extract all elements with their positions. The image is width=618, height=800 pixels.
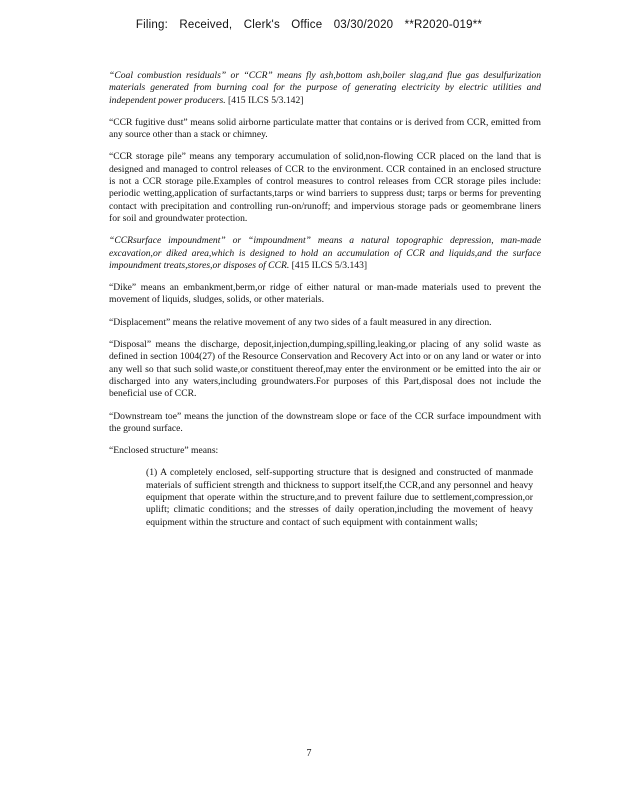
- filing-header: Filing: Received, Clerk's Office 03/30/2020 **R2020-019**: [135, 19, 483, 31]
- definition-ccr: [109, 70, 541, 107]
- definition-ccr-fugitive-dust: “CCR fugitive dust” means solid airborne particulate matter that contains or is derived from CCR, emitted from any source other than a stack or chimney.: [109, 116, 541, 141]
- enclosed-structure-item-1: (1) A completely enclosed, self-supporting structure that is designed and constructed of manmade materials of sufficient strength and thickness to support itself,the CCR,and any personnel and heavy equipment that operate within the structure,and to prevent failure due to settlement,compression,or uplift; climatic conditions; and the stresses of daily operation,including the movement of heavy equipment within the structure and contact of such equipment with containment walls;: [146, 467, 533, 528]
- definition-downstream-toe: “Downstream toe” means the junction of the downstream slope or face of the CCR surface impoundment with the ground surface.: [109, 410, 541, 434]
- page-number: 7: [306, 748, 312, 759]
- statutory-citation: [415 ILCS 5/3.143]: [289, 259, 368, 271]
- statutory-citation: [415 ILCS 5/3.142]: [225, 94, 304, 106]
- definition-dike: “Dike” means an embankment,berm,or ridge of either natural or man-made materials used to prevent the movement of liquids, sludges, solids, or other materials.: [109, 282, 541, 306]
- definition-ccr-surface-impoundment: [109, 235, 541, 272]
- definition-text: “CCRsurface impoundment” or “impoundment” means a natural topographic depression, man-made excavation,or diked area,which is designed to hold an accumulation of CCR and liquids,and the surface impoundment treats,stores,or disposes of CCR.: [109, 235, 541, 271]
- definition-disposal: “Disposal” means the discharge, deposit,injection,dumping,spilling,leaking,or placing of any solid waste as defined in section 1004(27) of the Resource Conservation and Recovery Act into or on any land or water or into any well so that such solid waste,or constituent thereof,may enter the environment or be emitted into the air or discharged into any waters,including groundwaters.For purposes of this Part,disposal does not include the beneficial use of CCR.: [109, 339, 541, 400]
- definition-ccr-storage-pile: “CCR storage pile” means any temporary accumulation of solid,non-flowing CCR placed on the land that is designed and managed to control releases of CCR to the environment. CCR contained in an enclosed structure is not a CCR storage pile.Examples of control measures to control releases from CCR storage piles include: periodic wetting,application of surfactants,tarps or wind barriers to suppress dust; tarps or berms for preventing contact with precipitation and controlling run-on/runoff; and impervious storage pads or geomembrane liners for soil and groundwater protection.: [109, 151, 541, 224]
- definition-enclosed-structure: “Enclosed structure” means:: [109, 445, 219, 457]
- definition-displacement: “Displacement” means the relative movement of any two sides of a fault measured in any direction.: [109, 316, 492, 328]
- definition-text: “Coal combustion residuals” or “CCR” means fly ash,bottom ash,boiler slag,and flue gas desulfurization materials generated from burning coal for the purpose of generating electricity by electric utilities and independent power producers.: [109, 70, 541, 106]
- document-body: [109, 70, 541, 529]
